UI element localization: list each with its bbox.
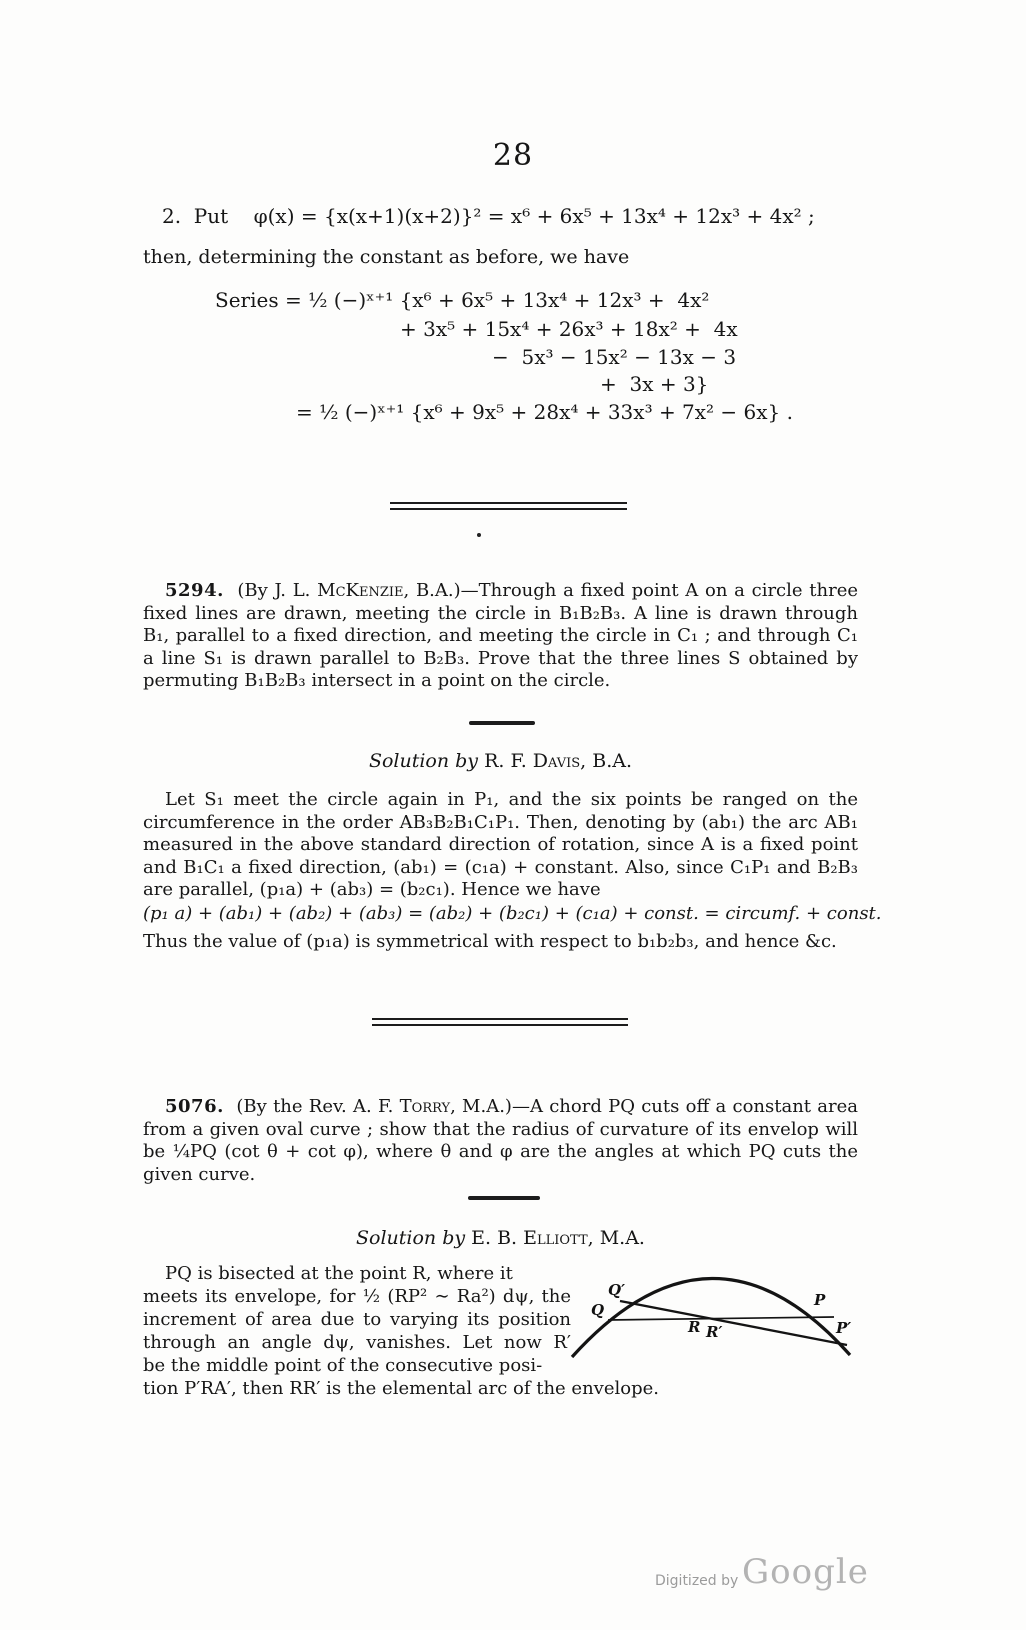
figure-envelope xyxy=(562,1235,964,1365)
problem-5076-byline-name: Torry xyxy=(399,1096,451,1117)
figure-label-P: P xyxy=(814,1291,826,1309)
series-line-5: = ½ (−)ˣ⁺¹ {x⁶ + 9x⁵ + 28x⁴ + 33x³ + 7x² − 6x} . xyxy=(296,400,793,424)
solution-5076-line: through an angle dψ, vanishes. Let now R′ xyxy=(143,1332,571,1353)
figure-envelope-drawing xyxy=(562,1235,964,1365)
solution-5076-line: meets its envelope, for ½ (RP² ∼ Ra²) dψ, the xyxy=(143,1286,571,1307)
intro-equation: 2. Put φ(x) = {x(x+1)(x+2)}² = x⁶ + 6x⁵ + 13x⁴ + 12x³ + 4x² ; xyxy=(162,204,815,228)
google-logo: Google xyxy=(742,1552,869,1592)
watermark-digitized-by: Digitized by xyxy=(655,1573,739,1589)
problem-5294-number: 5294. xyxy=(165,580,224,601)
problem-5294-body: —Through a fixed point A on a circle three fixed lines are drawn, meeting the circle in B₁B₂B₃. A line is drawn through B₁, parallel to a fixed direction, and meeting the circle in C₁ ; and through C₁ a line S₁ is drawn parallel to B₂B₃. Prove that the three lines S obtained by permuting B₁B₂B₃ intersect in a point on the circle. xyxy=(143,580,858,691)
solution-5076-line: increment of area due to varying its position xyxy=(143,1309,571,1330)
short-rule xyxy=(469,721,535,725)
intro-text: then, determining the constant as before, we have xyxy=(143,246,630,268)
solution-author: E. B. Elliott, M.A. xyxy=(471,1227,645,1249)
problem-5294-byline-suffix: , B.A.) xyxy=(403,580,461,601)
problem-5076 xyxy=(143,1096,858,1186)
page-number: 28 xyxy=(492,138,534,173)
chord-P-prime-Q-prime xyxy=(620,1301,847,1345)
series-line-4: + 3x + 3} xyxy=(600,372,709,396)
solution-heading-5294 xyxy=(143,750,858,772)
problem-5076-number: 5076. xyxy=(165,1096,224,1117)
figure-label-P-prime: P′ xyxy=(836,1319,852,1337)
solution-5076-line: be the middle point of the consecutive posi- xyxy=(143,1355,543,1376)
figure-label-R-prime: R′ xyxy=(706,1323,723,1341)
figure-label-R: R xyxy=(688,1318,701,1336)
series-line-1: Series = ½ (−)ˣ⁺¹ {x⁶ + 6x⁵ + 13x⁴ + 12x³ + 4x² xyxy=(215,288,710,312)
solution-5294-closing: Thus the value of (p₁a) is symmetrical with respect to b₁b₂b₃, and hence &c. xyxy=(143,931,837,952)
solution-prefix: Solution by xyxy=(368,750,479,772)
problem-5076-body: —A chord PQ cuts off a constant area from a given oval curve ; show that the radius of curvature of its envelop will be ¼PQ (cot θ + cot φ), where θ and φ are the angles at which PQ cuts the given curve. xyxy=(143,1096,858,1185)
solution-5076-line: PQ is bisected at the point R, where it xyxy=(165,1263,513,1284)
figure-label-Q-prime: Q′ xyxy=(608,1281,626,1299)
problem-5076-byline-prefix: (By the Rev. A. F. xyxy=(236,1096,400,1117)
section-divider xyxy=(372,1018,628,1026)
solution-5076-line: tion P′RA′, then RR′ is the elemental arc of the envelope. xyxy=(143,1378,659,1399)
problem-5294-byline-prefix: (By J. L. xyxy=(237,580,318,601)
short-rule xyxy=(468,1196,540,1200)
problem-5294-byline-name: McKenzie xyxy=(317,580,404,601)
figure-label-Q: Q xyxy=(591,1301,605,1319)
solution-5294-equation: (p₁ a) + (ab₁) + (ab₂) + (ab₃) = (ab₂) + (b₂c₁) + (c₁a) + const. = circumf. + const. xyxy=(143,903,882,924)
section-divider xyxy=(390,502,627,510)
series-line-3: − 5x³ − 15x² − 13x − 3 xyxy=(492,345,737,369)
solution-author: R. F. Davis, B.A. xyxy=(484,750,633,772)
problem-5294 xyxy=(143,580,858,693)
solution-prefix: Solution by xyxy=(356,1227,466,1249)
ink-dot xyxy=(477,533,481,537)
problem-5076-byline-suffix: , M.A.) xyxy=(450,1096,512,1117)
solution-5294-body: Let S₁ meet the circle again in P₁, and the six points be ranged on the circumference in the order AB₃B₂B₁C₁P₁. Then, denoting by (ab₁) the arc AB₁ measured in the above standard direction of rotation, since A is a fixed point and B₁C₁ a fixed direction, (ab₁) = (c₁a) + constant. Also, since C₁P₁ and B₂B₃ are parallel, (p₁a) + (ab₃) = (b₂c₁). Hence we have xyxy=(143,789,858,900)
series-line-2: + 3x⁵ + 15x⁴ + 26x³ + 18x² + 4x xyxy=(400,317,738,341)
